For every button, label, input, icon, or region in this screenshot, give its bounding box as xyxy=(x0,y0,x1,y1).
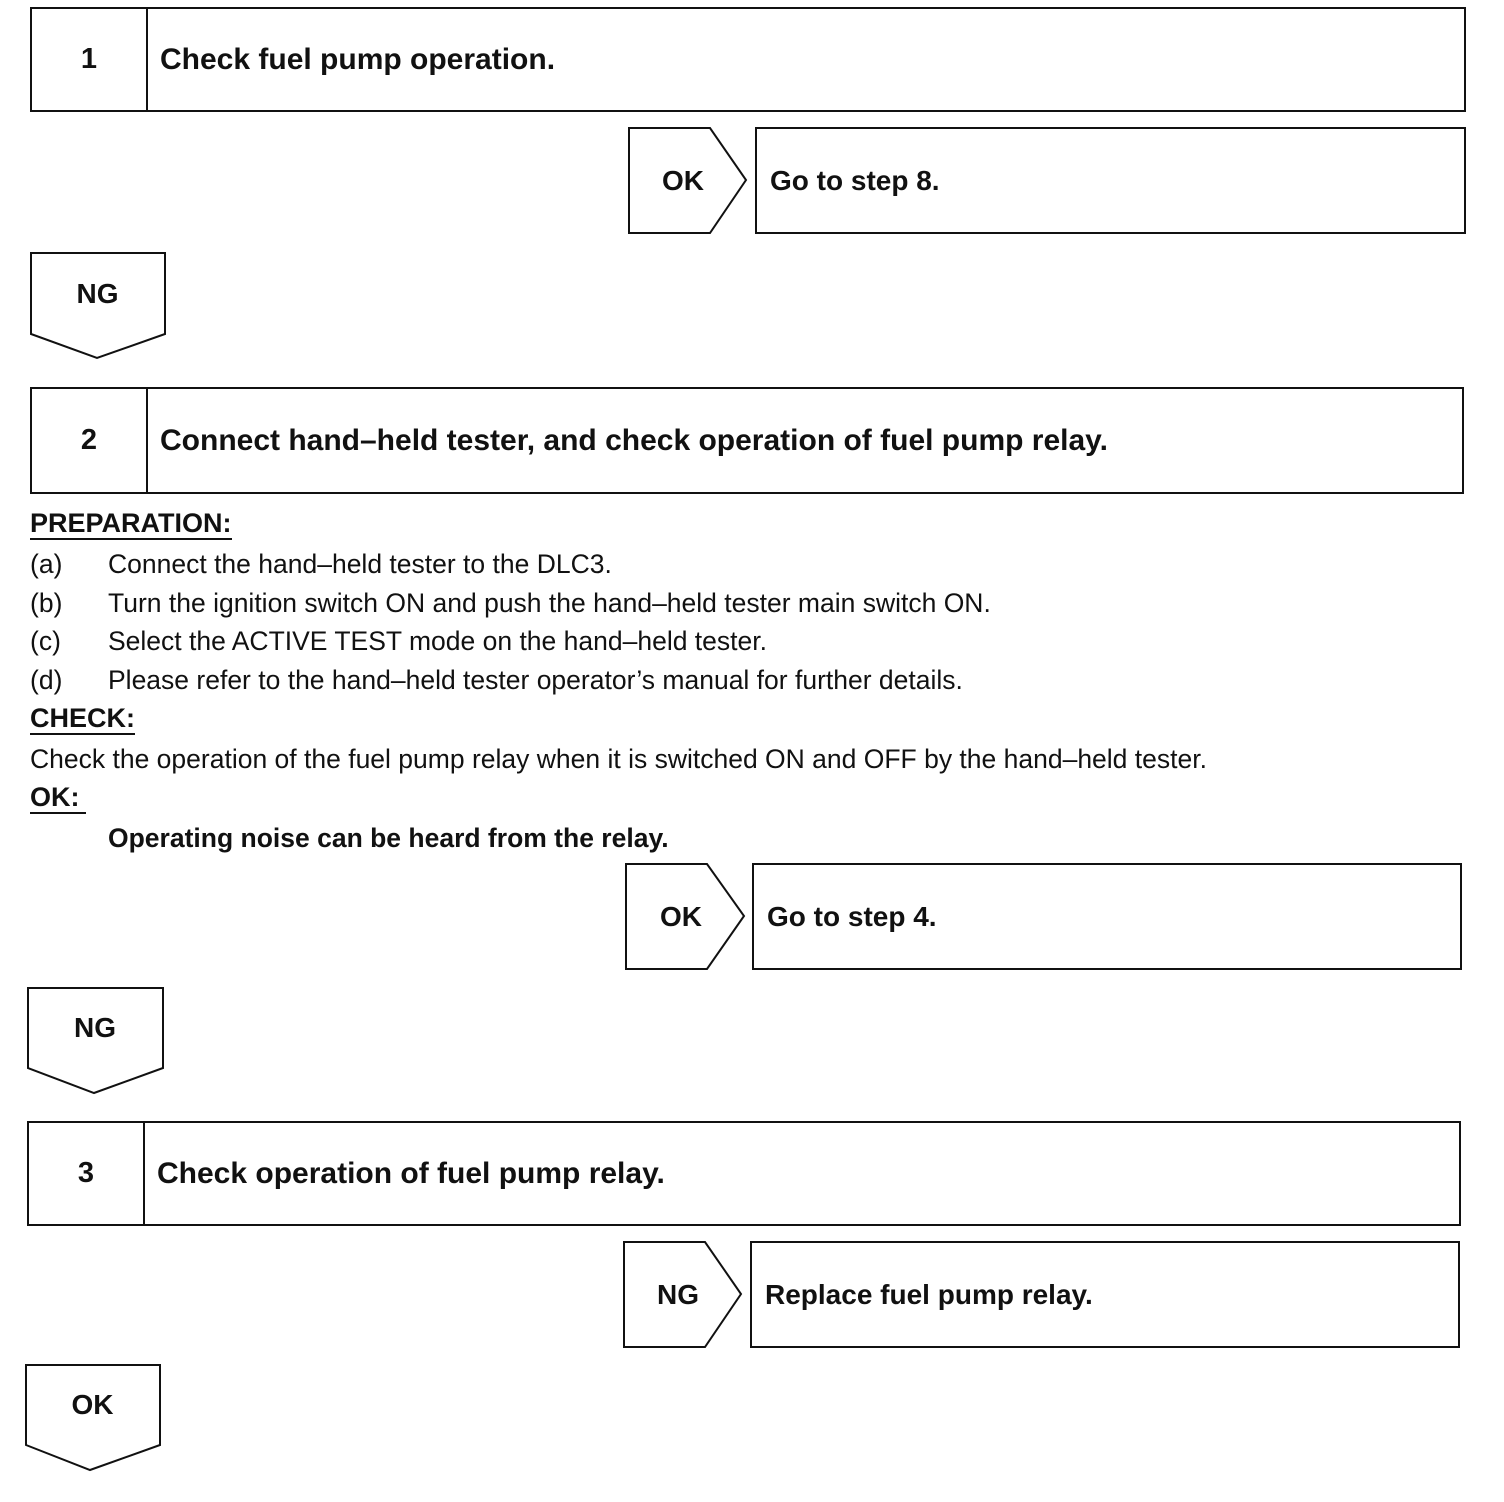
item-label: (d) xyxy=(30,665,63,695)
branch-label-ng: NG xyxy=(657,1279,699,1310)
branch-label-ok: OK xyxy=(71,1389,114,1420)
preparation-heading: PREPARATION: xyxy=(30,508,232,538)
branch-label-ok: OK xyxy=(660,901,702,932)
step-title: Check fuel pump operation. xyxy=(160,42,556,76)
step-number: 2 xyxy=(32,389,148,492)
preparation-item xyxy=(30,588,991,618)
preparation-item xyxy=(30,665,963,695)
item-text: Please refer to the hand–held tester operator’s manual for further details. xyxy=(108,665,963,695)
check-heading: CHECK: xyxy=(30,703,135,733)
item-text: Connect the hand–held tester to the DLC3. xyxy=(108,549,612,579)
step-title: Connect hand–held tester, and check operation of fuel pump relay. xyxy=(160,423,1108,457)
check-text: Check the operation of the fuel pump relay when it is switched ON and OFF by the hand–held tester. xyxy=(30,744,1207,774)
step-1-box xyxy=(30,7,1466,112)
result-box: Replace fuel pump relay. xyxy=(750,1241,1460,1348)
step-title: Check operation of fuel pump relay. xyxy=(157,1156,665,1190)
ok-heading: OK: xyxy=(30,782,86,814)
preparation-item xyxy=(30,626,767,656)
ok-criteria-text: Operating noise can be heard from the relay. xyxy=(108,823,669,853)
item-label: (b) xyxy=(30,588,63,618)
step-3-box xyxy=(27,1121,1461,1226)
result-box: Go to step 4. xyxy=(752,863,1462,970)
branch-label-ok: OK xyxy=(662,165,704,196)
item-label: (c) xyxy=(30,626,61,656)
branch-label-ng: NG xyxy=(74,1012,116,1043)
item-label: (a) xyxy=(30,549,63,579)
step-number: 1 xyxy=(32,9,148,110)
preparation-item xyxy=(30,549,612,579)
branch-label-ng: NG xyxy=(76,278,119,309)
result-box: Go to step 8. xyxy=(755,127,1466,234)
step-number: 3 xyxy=(29,1123,145,1224)
item-text: Turn the ignition switch ON and push the hand–held tester main switch ON. xyxy=(108,588,991,618)
step-2-box xyxy=(30,387,1464,494)
item-text: Select the ACTIVE TEST mode on the hand–held tester. xyxy=(108,626,767,656)
